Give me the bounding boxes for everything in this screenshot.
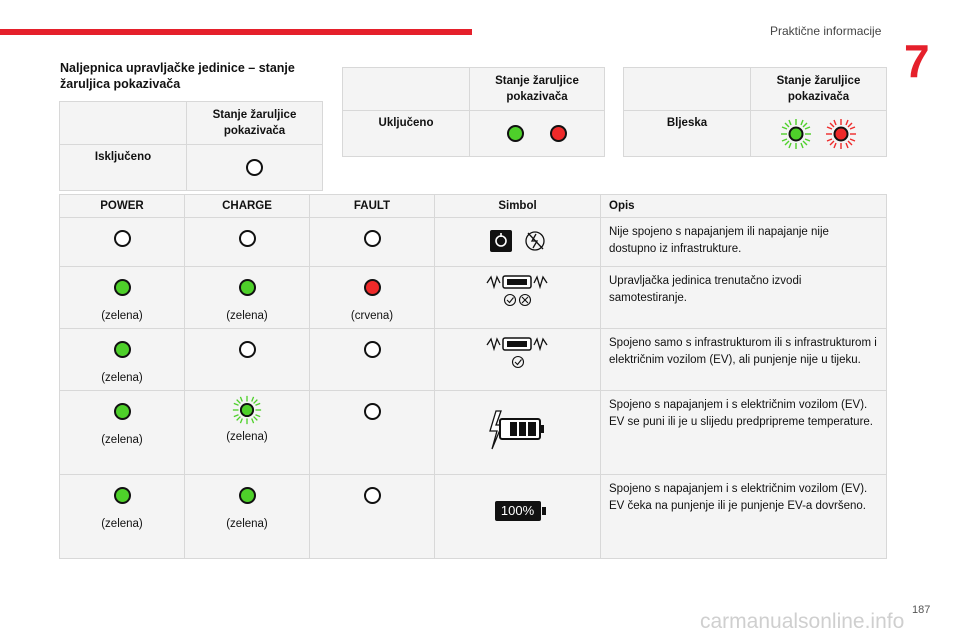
power-led-label: (zelena) bbox=[101, 310, 143, 322]
charge-led-label: (zelena) bbox=[226, 518, 268, 530]
infrastructure-connected-icon bbox=[485, 335, 551, 369]
state-col-header: Stanje žaruljice pokazivača bbox=[187, 102, 323, 145]
charge-led-label: (zelena) bbox=[226, 310, 268, 322]
row-description: Upravljačka jedinica trenutačno izvodi samotestiranje. bbox=[601, 267, 887, 329]
led-off-icon bbox=[239, 341, 256, 358]
state-col-header: Stanje žaruljice pokazivača bbox=[751, 68, 887, 111]
col-header-fault: FAULT bbox=[310, 195, 435, 218]
led-off-icon bbox=[364, 230, 381, 247]
power-led-label: (zelena) bbox=[101, 518, 143, 530]
led-off-icon bbox=[239, 230, 256, 247]
col-header-charge: CHARGE bbox=[185, 195, 310, 218]
state-table-on bbox=[342, 67, 605, 157]
led-off-icon bbox=[364, 403, 381, 420]
row-description: Nije spojeno s napajanjem ili napajanje nije dostupno iz infrastrukture. bbox=[601, 218, 887, 267]
col-header-description: Opis bbox=[601, 195, 887, 218]
fault-led-label: (crvena) bbox=[350, 310, 394, 322]
state-label-off: Isključeno bbox=[60, 145, 187, 191]
table-row bbox=[60, 391, 887, 475]
led-off-icon bbox=[364, 341, 381, 358]
led-off-icon bbox=[246, 159, 263, 176]
led-green-icon bbox=[239, 279, 256, 296]
table-row bbox=[60, 218, 887, 267]
battery-charging-icon bbox=[488, 407, 548, 453]
state-col-header: Stanje žaruljice pokazivača bbox=[470, 68, 605, 111]
power-led-label: (zelena) bbox=[101, 372, 143, 384]
led-red-icon bbox=[364, 279, 381, 296]
row-description: Spojeno s napajanjem i s električnim vozilom (EV). EV čeka na punjenje ili je punjenje EV-a dovršeno. bbox=[601, 475, 887, 559]
page-heading: Naljepnica upravljačke jedinice – stanje žaruljica pokazivača bbox=[60, 61, 295, 91]
section-title: Praktične informacije bbox=[770, 24, 882, 38]
led-green-icon bbox=[114, 487, 131, 504]
led-off-icon bbox=[114, 230, 131, 247]
row-description: Spojeno samo s infrastrukturom ili s infrastrukturom i električnim vozilom (EV), ali punjenje nije u tijeku. bbox=[601, 329, 887, 391]
col-header-power: POWER bbox=[60, 195, 185, 218]
page-number: 187 bbox=[912, 604, 931, 616]
state-table-off bbox=[59, 101, 323, 191]
table-row bbox=[60, 267, 887, 329]
header-red-bar bbox=[0, 29, 472, 35]
charge-led-label: (zelena) bbox=[226, 431, 268, 443]
led-green-icon bbox=[114, 279, 131, 296]
chapter-number: 7 bbox=[904, 35, 930, 87]
row-description: Spojeno s napajanjem i s električnim vozilom (EV). EV se puni ili je u slijedu predpripreme temperature. bbox=[601, 391, 887, 475]
indicator-table bbox=[59, 194, 887, 559]
watermark: carmanualsonline.info bbox=[700, 610, 905, 633]
battery-percentage: 100% bbox=[500, 503, 535, 518]
led-red-blink-icon bbox=[824, 117, 858, 151]
self-test-icon bbox=[485, 273, 551, 307]
col-header-symbol: Simbol bbox=[435, 195, 601, 218]
led-green-blink-icon bbox=[231, 394, 263, 426]
plug-unplugged-icon bbox=[488, 228, 548, 254]
led-green-icon bbox=[239, 487, 256, 504]
led-off-icon bbox=[364, 487, 381, 504]
led-green-icon bbox=[114, 341, 131, 358]
led-red-icon bbox=[550, 125, 567, 142]
power-led-label: (zelena) bbox=[101, 434, 143, 446]
led-green-blink-icon bbox=[779, 117, 813, 151]
led-green-icon bbox=[114, 403, 131, 420]
table-row bbox=[60, 475, 887, 559]
table-row bbox=[60, 329, 887, 391]
state-label-on: Uključeno bbox=[343, 111, 470, 157]
state-label-blink: Bljeska bbox=[624, 111, 751, 157]
battery-full-icon bbox=[495, 501, 541, 521]
state-table-blink bbox=[623, 67, 887, 157]
led-green-icon bbox=[507, 125, 524, 142]
